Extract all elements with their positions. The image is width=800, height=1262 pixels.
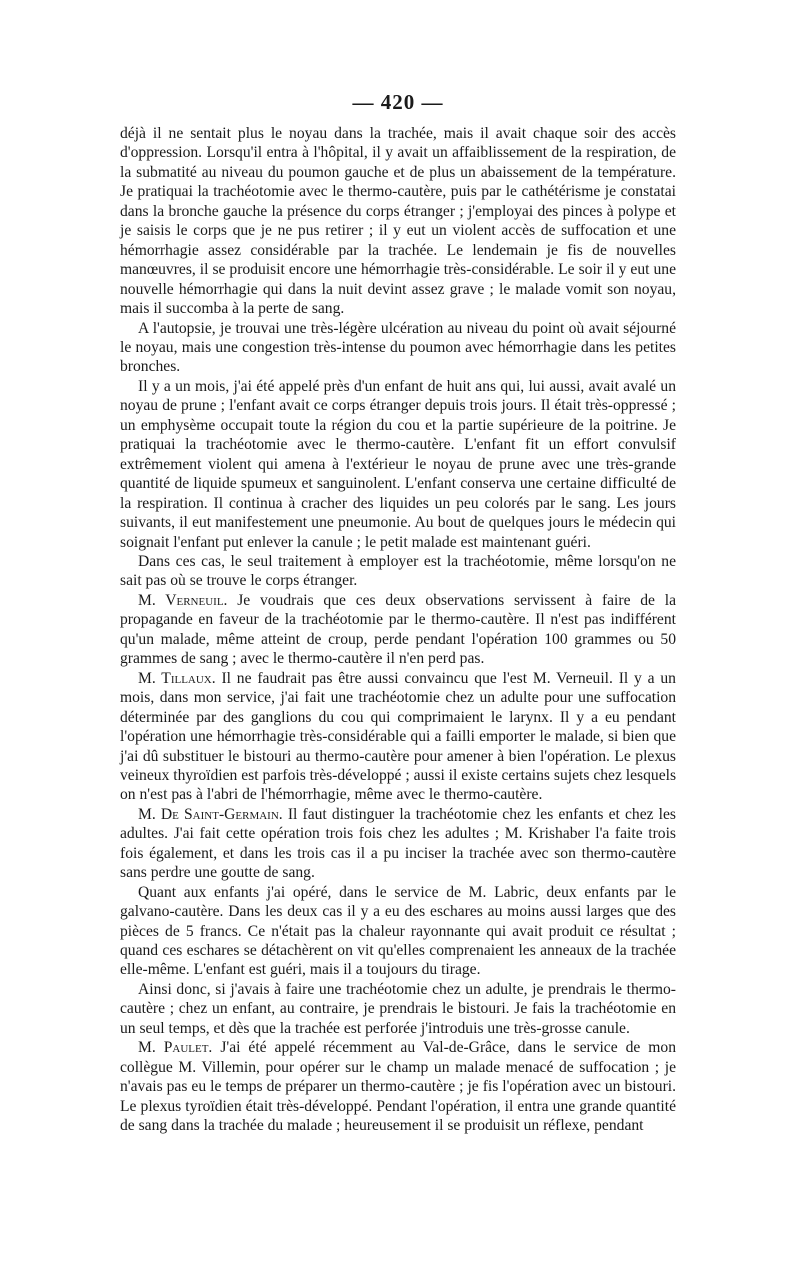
paragraph — [120, 319, 676, 377]
paragraph-text: Je voudrais que ces deux observations servissent à faire de la propagande en faveur de la trachéotomie par le thermo-cautère. Il n'est pas indifférent qu'un malade, même atteint de croup, perde pendant l'opération 100 grammes ou 50 grammes de sang ; avec le thermo-cautère il n'en perd pas. — [120, 591, 676, 668]
speaker-name: M. De Saint-Germain. — [138, 805, 283, 823]
paragraph-text: déjà il ne sentait plus le noyau dans la trachée, mais il avait chaque soir des accès d'oppression. Lorsqu'il entra à l'hôpital, il y avait un affaiblissement de la respiration, de la submatité au niveau du poumon gauche et de plus un abaissement de la température. Je pratiquai la trachéotomie avec le thermo-cautère, puis par le cathétérisme je constatai dans la bronche gauche la présence du corps étranger ; j'employai des pinces à polype et je saisis le corps que je ne pus retirer ; il y eut un violent accès de suffocation et une hémorrhagie assez considérable par la trachée. Le lendemain je fis de nouvelles manœuvres, il se produisit encore une hémorrhagie très-considérable. Le soir il y eut une nouvelle hémorrhagie qui dans la nuit devint assez grave ; le malade vomit son noyau, mais il succomba à la perte de sang. — [120, 125, 676, 318]
paragraph-text: Quant aux enfants j'ai opéré, dans le service de M. Labric, deux enfants par le galvano-cautère. Dans les deux cas il y a eu des eschares au moins aussi larges que des pièces de 5 francs. Ce n'était pas la chaleur rayonnante qui avait produit ce résultat ; quand ces eschares se détachèrent on vit qu'elles comprenaient les anneaux de la trachée elle-même. L'enfant est guéri, mais il a toujours du tirage. — [120, 883, 676, 979]
speaker-name: M. Verneuil. — [138, 591, 228, 609]
page-number: — 420 — — [352, 90, 444, 114]
paragraph — [120, 669, 676, 805]
paragraph-text: Dans ces cas, le seul traitement à employer est la trachéotomie, même lorsqu'on ne sait pas où se trouve le corps étranger. — [120, 552, 676, 590]
paragraph — [120, 377, 676, 552]
paragraph — [120, 980, 676, 1038]
paragraph-text: J'ai été appelé récemment au Val-de-Grâce, dans le service de mon collègue M. Villemin, pour opérer sur le champ un malade menacé de suffocation ; je n'avais pas eu le temps de préparer un thermo-cautère ; je fis l'opération avec un bistouri. Le plexus tyroïdien était très-développé. Pendant l'opération, il entra une grande quantité de sang dans la trachée du malade ; heureusement il se produisit un réflexe, pendant — [120, 1039, 677, 1135]
body-text — [120, 124, 676, 1136]
speaker-name: M. Paulet. — [138, 1039, 213, 1057]
paragraph — [120, 883, 676, 980]
paragraph — [120, 552, 676, 591]
paragraph-text: Il y a un mois, j'ai été appelé près d'un enfant de huit ans qui, lui aussi, avait avalé un noyau de prune ; l'enfant avait ce corps étranger depuis trois jours. Il était très-oppressé ; un emphysème occupait toute la région du cou et la partie supérieure de la poitrine. Je pratiquai la trachéotomie avec le thermo-cautère. L'enfant fit un effort convulsif extrêmement violent qui amena à l'extérieur le noyau de prune avec une très-grande quantité de liquide spumeux et sanguinolent. L'enfant conserva une certaine difficulté de la respiration. Il continua à cracher des liquides un peu colorés par le sang. Les jours suivants, il eut manifestement une pneumonie. Au bout de quelques jours le médecin qui soignait l'enfant put enlever la canule ; le petit malade est maintenant guéri. — [120, 377, 676, 551]
paragraph — [120, 591, 676, 669]
paragraph — [120, 124, 676, 319]
paragraph — [120, 1038, 676, 1135]
document-page — [120, 90, 676, 1136]
paragraph-text: A l'autopsie, je trouvai une très-légère ulcération au niveau du point où avait séjourné le noyau, mais une congestion très-intense du poumon avec hémorrhagie dans les petites bronches. — [120, 319, 676, 376]
paragraph-text: Ainsi donc, si j'avais à faire une trachéotomie chez un adulte, je prendrais le thermo-cautère ; chez un enfant, au contraire, je prendrais le bistouri. Je fais la trachéotomie en un seul temps, et dès que la trachée est perforée j'introduis une très-grosse canule. — [120, 980, 676, 1037]
paragraph-text: Il ne faudrait pas être aussi convaincu que l'est M. Verneuil. Il y a un mois, dans mon service, j'ai fait une trachéotomie chez un adulte pour une suffocation déterminée par des ganglions du cou qui comprimaient le larynx. Il y a eu pendant l'opération une hémorrhagie très-considérable qui a failli emporter le malade, si bien que j'ai dû substituer le bistouri au thermo-cautère pour amener à bien l'opération. Le plexus veineux thyroïdien est parfois très-développé ; aussi il existe certains sujets chez lesquels on n'est pas à l'abri de l'hémorrhagie, même avec le thermo-cautère. — [120, 669, 677, 804]
paragraph-text: Il faut distinguer la trachéotomie chez les enfants et chez les adultes. J'ai fait cette opération trois fois chez les adultes ; M. Krishaber l'a faite trois fois également, et dans les trois cas il a pu inciser la trachée avec son thermo-cautère sans perdre une goutte de sang. — [120, 805, 676, 882]
speaker-name: M. Tillaux. — [138, 669, 216, 687]
paragraph — [120, 805, 676, 883]
